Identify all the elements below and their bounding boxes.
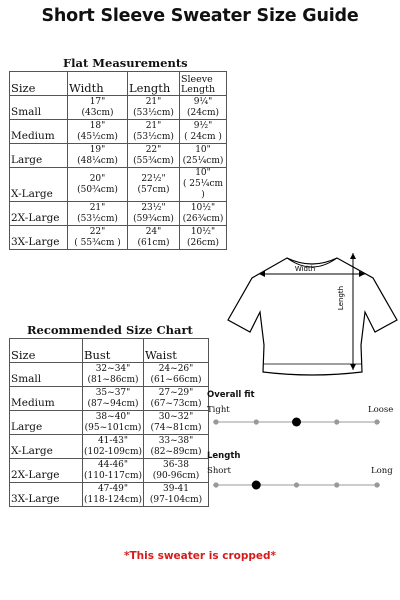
length-label: Length	[337, 285, 345, 311]
cell-value: 47-49"	[97, 483, 129, 494]
cell-value: ( 25¼cm )	[182, 179, 224, 200]
cell-value: Large	[11, 154, 43, 166]
sweater-outline	[228, 258, 397, 375]
bust-cell	[83, 483, 144, 507]
overall-fit-dot	[374, 419, 379, 424]
cell-value: 2X-Large	[11, 469, 60, 481]
length-fit-right-label: Long	[371, 466, 393, 476]
length-cell	[128, 96, 180, 120]
cell-value: 19"	[89, 144, 106, 155]
size-cell	[10, 226, 68, 250]
cell-value: (74~81cm)	[150, 422, 202, 433]
cell-value: 18"	[89, 120, 106, 131]
cell-value: (53½cm)	[133, 131, 174, 142]
overall-fit-title: Overall fit	[207, 390, 255, 400]
table-row	[10, 387, 209, 411]
overall-fit-left-label: Tight	[207, 405, 230, 415]
overall-fit-dot	[334, 419, 339, 424]
cell-value: (55¾cm)	[133, 155, 174, 166]
cell-value: 22½"	[141, 173, 166, 184]
cell-value: (61~66cm)	[150, 374, 202, 385]
length-fit-dot	[294, 482, 299, 487]
cell-value: 35~37"	[95, 387, 131, 398]
cell-value: (24cm)	[186, 107, 220, 118]
overall-fit-selected-dot	[292, 418, 301, 427]
bust-cell	[83, 387, 144, 411]
size-cell	[10, 363, 83, 387]
table-row	[10, 411, 209, 435]
width-cell	[68, 168, 128, 202]
cell-value: (59¾cm)	[133, 213, 174, 224]
waist-cell	[144, 387, 209, 411]
length-cell	[128, 168, 180, 202]
table-row	[10, 168, 227, 202]
size-cell	[10, 387, 83, 411]
bust-cell	[83, 363, 144, 387]
length-fit-dot	[374, 482, 379, 487]
width-label: Width	[294, 265, 316, 273]
length-fit-left-label: Short	[207, 466, 231, 476]
waist-cell	[144, 483, 209, 507]
table-row	[10, 144, 227, 168]
width-cell	[68, 96, 128, 120]
cell-value: 3X-Large	[11, 236, 60, 248]
width-cell	[68, 202, 128, 226]
cell-value: Large	[11, 421, 43, 433]
width-cell	[68, 144, 128, 168]
length-fit-dot	[213, 482, 218, 487]
cell-value: X-Large	[11, 445, 53, 457]
width-cell	[68, 120, 128, 144]
cell-value: 21"	[145, 96, 162, 107]
cell-value: (25¼cm)	[182, 155, 224, 166]
cell-value: 44-46"	[97, 459, 129, 470]
cell-value: 3X-Large	[11, 493, 60, 505]
cell-value: (81~86cm)	[87, 374, 139, 385]
cell-value: 33~38"	[158, 435, 194, 446]
length-fit-dot	[334, 482, 339, 487]
cell-value: (102-109cm)	[84, 446, 142, 457]
table-row	[10, 96, 227, 120]
size-cell	[10, 168, 68, 202]
cell-value: 30~32"	[158, 411, 194, 422]
cell-value: 22"	[145, 144, 162, 155]
width-cell	[68, 226, 128, 250]
cell-value: 24~26"	[158, 363, 194, 374]
waist-cell	[144, 363, 209, 387]
cell-value: 39-41	[163, 483, 189, 494]
cell-value: (45½cm)	[77, 131, 118, 142]
cell-value: 2X-Large	[11, 212, 60, 224]
cell-value: Medium	[11, 130, 55, 142]
page-title: Short Sleeve Sweater Size Guide	[41, 6, 359, 26]
cell-value: (50¾cm)	[77, 184, 118, 195]
sleeve-length-cell	[180, 144, 227, 168]
waist-cell	[144, 459, 209, 483]
cell-value: 41-43"	[97, 435, 129, 446]
cell-value: 22"	[89, 226, 106, 237]
table-row	[10, 226, 227, 250]
overall-fit-right-label: Loose	[368, 405, 394, 415]
cell-value: 20"	[89, 173, 106, 184]
cell-value: Small	[11, 106, 42, 118]
length-fit-selected-dot	[252, 481, 261, 490]
size-cell	[10, 411, 83, 435]
cell-value: ( 55¾cm )	[74, 237, 121, 248]
size-cell	[10, 202, 68, 226]
cell-value: 10½"	[190, 202, 216, 213]
cell-value: 17"	[89, 96, 106, 107]
size-cell	[10, 435, 83, 459]
length-fit-scale	[208, 477, 388, 493]
cell-value: (57cm)	[137, 184, 170, 195]
sweater-diagram	[225, 250, 400, 380]
length-arrow-bottom-head	[350, 364, 356, 370]
size-cell	[10, 459, 83, 483]
table-row	[10, 363, 209, 387]
bust-cell	[83, 411, 144, 435]
cell-value: (26¾cm)	[182, 213, 224, 224]
cell-value: (97-104cm)	[149, 494, 203, 505]
cell-value: 32~34"	[95, 363, 131, 374]
cell-value: (26cm)	[186, 237, 220, 248]
length-cell	[128, 226, 180, 250]
overall-fit-dot	[254, 419, 259, 424]
header-sleeve-length: Sleeve Length	[180, 72, 227, 96]
sleeve-length-cell	[180, 96, 227, 120]
cell-value: (53½cm)	[77, 213, 118, 224]
table-row	[10, 435, 209, 459]
header-width: Width	[68, 72, 128, 96]
cell-value: X-Large	[11, 188, 53, 200]
size-cell	[10, 483, 83, 507]
cell-value: (118-124cm)	[84, 494, 142, 505]
cell-value: 24"	[145, 226, 162, 237]
cell-value: 21"	[145, 120, 162, 131]
flat-measurements-heading: Flat Measurements	[63, 56, 188, 70]
table-header-row	[10, 72, 227, 96]
size-cell	[10, 96, 68, 120]
table-row	[10, 202, 227, 226]
size-cell	[10, 120, 68, 144]
cell-value: (48¼cm)	[77, 155, 118, 166]
cell-value: 21"	[89, 202, 106, 213]
table-row	[10, 483, 209, 507]
cell-value: 23½"	[141, 202, 166, 213]
cell-value: Small	[11, 373, 42, 385]
cell-value: 9½"	[193, 120, 213, 131]
cell-value: (43cm)	[81, 107, 114, 118]
header-size: Size	[10, 339, 83, 363]
size-cell	[10, 144, 68, 168]
header-bust: Bust	[83, 339, 144, 363]
flat-measurements-table	[9, 71, 227, 250]
header-length: Length	[128, 72, 180, 96]
header-size: Size	[10, 72, 68, 96]
sleeve-length-cell	[180, 202, 227, 226]
length-arrow-top-head	[350, 253, 356, 259]
overall-fit-scale	[208, 414, 388, 430]
cell-value: 10"	[195, 168, 211, 178]
bust-cell	[83, 435, 144, 459]
table-row	[10, 120, 227, 144]
cell-value: (95~101cm)	[84, 422, 142, 433]
cell-value: 27~29"	[158, 387, 194, 398]
overall-fit-dot	[213, 419, 218, 424]
cell-value: 10"	[195, 144, 211, 155]
waist-cell	[144, 435, 209, 459]
sleeve-length-cell	[180, 120, 227, 144]
cell-value: 9¼"	[193, 96, 213, 107]
cell-value: 10½"	[190, 226, 216, 237]
header-waist: Waist	[144, 339, 209, 363]
length-cell	[128, 120, 180, 144]
sleeve-length-cell	[180, 168, 227, 202]
cell-value: 38~40"	[95, 411, 131, 422]
cell-value: (87~94cm)	[87, 398, 139, 409]
length-fit-title: Length	[207, 451, 241, 461]
length-cell	[128, 144, 180, 168]
cell-value: (110-117cm)	[84, 470, 142, 481]
cell-value: (67~73cm)	[150, 398, 202, 409]
length-cell	[128, 202, 180, 226]
waist-cell	[144, 411, 209, 435]
table-header-row	[10, 339, 209, 363]
cell-value: (61cm)	[137, 237, 170, 248]
cell-value: (53½cm)	[133, 107, 174, 118]
sleeve-length-cell	[180, 226, 227, 250]
table-row	[10, 459, 209, 483]
cell-value: (82~89cm)	[150, 446, 202, 457]
cell-value: 36-38	[163, 459, 189, 470]
bust-cell	[83, 459, 144, 483]
recommended-size-heading: Recommended Size Chart	[27, 323, 193, 337]
cell-value: ( 24cm )	[184, 131, 222, 142]
cell-value: (90-96cm)	[152, 470, 200, 481]
cropped-note: *This sweater is cropped*	[123, 550, 277, 562]
recommended-size-table	[9, 338, 209, 507]
cell-value: Medium	[11, 397, 55, 409]
